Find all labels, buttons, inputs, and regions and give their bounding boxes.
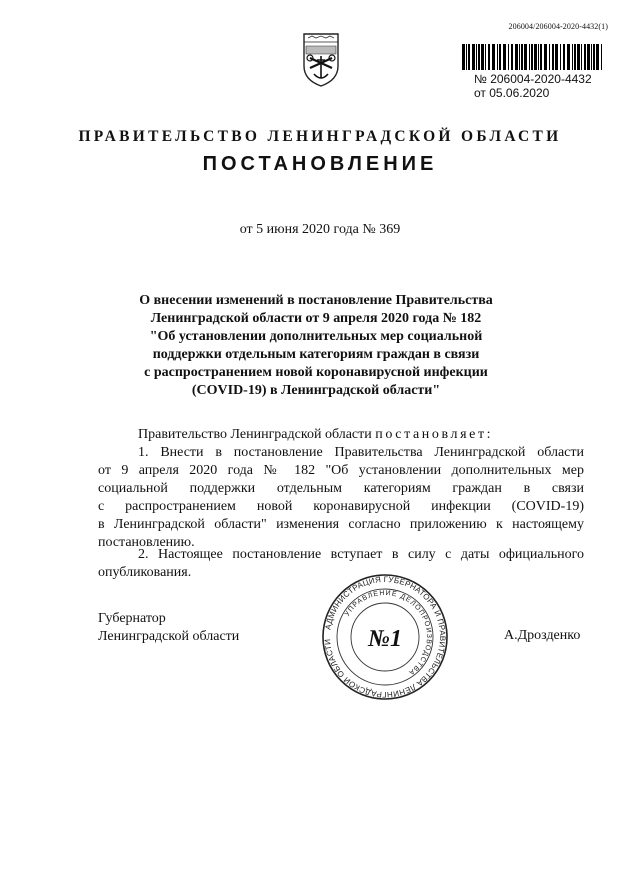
item-line: 1. Внести в постановление Правительства Ленинградской области [138, 445, 584, 460]
barcode-bar [499, 44, 501, 70]
barcode-bar [572, 44, 573, 70]
preamble-decree-word: постановляет: [375, 427, 494, 442]
barcode-bar [563, 44, 565, 70]
barcode-bar [488, 44, 490, 70]
date-and-number: от 5 июня 2020 года № 369 [239, 222, 401, 237]
seal-center-number: №1 [368, 626, 402, 652]
barcode-bar [462, 44, 465, 70]
preamble-text: Правительство Ленинградской области [138, 427, 376, 442]
seal-inner-text: УПРАВЛЕНИЕ ДЕЛОПРОИЗВОДСТВА [343, 589, 433, 677]
barcode-bar [538, 44, 539, 70]
barcode-bar [481, 44, 484, 70]
signatory-position [98, 610, 239, 646]
barcode-bar [567, 44, 570, 70]
barcode-bar [555, 44, 558, 70]
item-line: социальной поддержки отдельным категориям граждан в связи [98, 481, 584, 496]
title-line: "Об установлении дополнительных мер социальной [149, 329, 483, 344]
barcode-bar [497, 44, 498, 70]
barcode-bar [534, 44, 537, 70]
barcode-bar [591, 44, 592, 70]
barcode-bar [478, 44, 480, 70]
title-line: с распространением новой коронавирусной инфекции [144, 365, 488, 380]
barcode-bar [581, 44, 582, 70]
official-seal [320, 572, 450, 702]
document-title [96, 292, 536, 400]
barcode-bar [596, 44, 599, 70]
barcode-bar [587, 44, 590, 70]
top-reference-number: 206004/206004-2020-4432(1) [508, 22, 608, 31]
item-line: в Ленинградской области" изменения согласно приложению к настоящему [98, 517, 584, 532]
registration-date: от 05.06.2020 [474, 86, 550, 100]
item-1-paragraph [98, 444, 584, 552]
title-line: поддержки отдельным категориям граждан в связи [152, 347, 480, 362]
barcode-bar [560, 44, 561, 70]
preamble [98, 426, 584, 444]
item-line: постановлению. [98, 535, 195, 550]
barcode-bar [492, 44, 495, 70]
item-line: от 9 апреля 2020 года № 182 "Об установлении дополнительных мер [98, 463, 584, 478]
coat-of-arms-icon [296, 28, 346, 88]
barcode [462, 44, 604, 70]
barcode-bar [508, 44, 509, 70]
barcode-bar [531, 44, 533, 70]
title-line: (COVID-19) в Ленинградской области" [191, 383, 441, 398]
barcode-bar [601, 44, 602, 70]
signatory-name: А.Дрозденко [504, 628, 581, 643]
registration-number: № 206004-2020-4432 [474, 72, 592, 86]
barcode-bar [524, 44, 527, 70]
title-line: О внесении изменений в постановление Правительства [139, 293, 493, 308]
title-line: Ленинградской области от 9 апреля 2020 года № 182 [150, 311, 482, 326]
document-type-heading: ПОСТАНОВЛЕНИЕ [202, 153, 438, 175]
barcode-bar [468, 44, 470, 70]
barcode-bar [540, 44, 542, 70]
barcode-bar [574, 44, 576, 70]
item-line: 2. Настоящее постановление вступает в силу с даты официального [138, 547, 584, 562]
barcode-bar [577, 44, 580, 70]
barcode-bar [515, 44, 518, 70]
registration-block [474, 72, 592, 100]
barcode-bar [521, 44, 523, 70]
barcode-bar [519, 44, 520, 70]
barcode-bar [584, 44, 586, 70]
item-line: с распространением новой коронавирусной инфекции (COVID-19) [98, 499, 584, 514]
authority-heading: ПРАВИТЕЛЬСТВО ЛЕНИНГРАДСКОЙ ОБЛАСТИ [78, 128, 562, 145]
barcode-bar [544, 44, 547, 70]
barcode-bar [476, 44, 477, 70]
barcode-bar [466, 44, 467, 70]
barcode-bar [485, 44, 486, 70]
barcode-bar [593, 44, 595, 70]
barcode-bar [549, 44, 550, 70]
item-line: опубликования. [98, 565, 192, 580]
signatory-region: Ленинградской области [98, 629, 240, 644]
barcode-bar [552, 44, 554, 70]
seal-outer-text: АДМИНИСТРАЦИЯ ГУБЕРНАТОРА И ПРАВИТЕЛЬСТВА ЛЕНИНГРАДСКОЙ ОБЛАСТИ [322, 574, 448, 700]
signatory-title: Губернатор [98, 611, 166, 626]
barcode-bar [511, 44, 513, 70]
barcode-bar [529, 44, 530, 70]
barcode-bar [503, 44, 506, 70]
barcode-bar [472, 44, 475, 70]
